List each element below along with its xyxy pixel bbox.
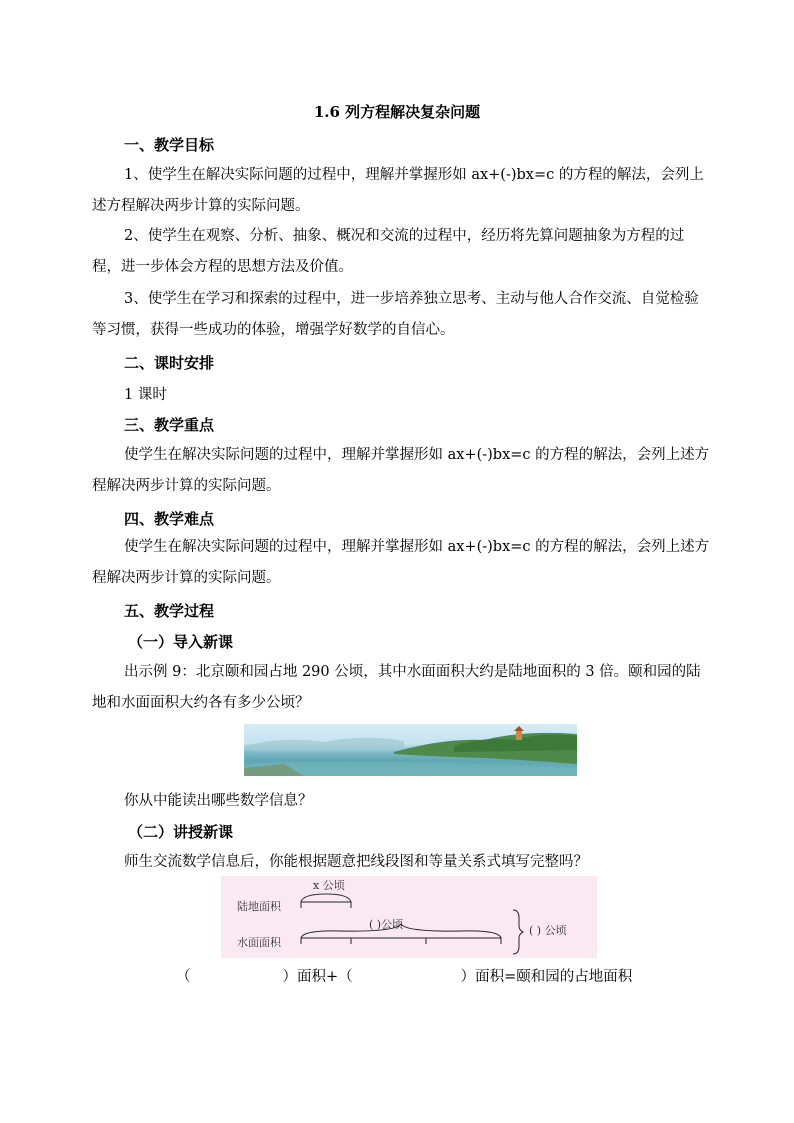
equation-open-paren: （: [176, 969, 191, 985]
summer-palace-photo: [244, 724, 577, 776]
key-points-text: 使学生在解决实际问题的过程中，理解并掌握形如 ax+(-)bx=c 的方程的解法，会列上述方程解决两步计算的实际问题。: [92, 447, 710, 494]
difficulties-text: 使学生在解决实际问题的过程中，理解并掌握形如 ax+(-)bx=c 的方程的解法，会列上述方程解决两步计算的实际问题。: [92, 539, 710, 586]
subheading-intro: （一）导入新课: [128, 633, 234, 651]
segment-diagram: [221, 876, 597, 958]
section-heading-key-points: 三、教学重点: [124, 416, 215, 434]
prompt-text: 师生交流数学信息后，你能根据题意把线段图和等量关系式填写完整吗？: [124, 854, 588, 870]
water-area-label: 水面面积: [237, 936, 281, 949]
objective-1: 1、使学生在解决实际问题的过程中，理解并掌握形如 ax+(-)bx=c 的方程的解法，会列上述方程解决两步计算的实际问题。: [92, 167, 704, 214]
section-heading-objectives: 一、教学目标: [124, 136, 215, 154]
equation-line: [176, 965, 696, 986]
section-heading-difficulties: 四、教学难点: [124, 510, 215, 528]
page-title: 1.6 列方程解决复杂问题: [313, 103, 481, 121]
land-area-label: 陆地面积: [237, 900, 281, 913]
segment-lines: [221, 876, 597, 958]
schedule-text: 1 课时: [124, 387, 167, 403]
question-text: 你从中能读出哪些数学信息？: [124, 793, 313, 809]
water-value-label: ( )公顷: [369, 918, 404, 931]
objective-3: 3、使学生在学习和探索的过程中，进一步培养独立思考、主动与他人合作交流、自觉检验等习惯，获得一些成功的体验，增强学好数学的自信心。: [92, 291, 699, 338]
x-hectare-label: x 公顷: [313, 879, 345, 892]
landscape-illustration: [244, 724, 577, 776]
example-problem: 出示例 9：北京颐和园占地 290 公顷，其中水面面积大约是陆地面积的 3 倍。颐和园的陆地和水面面积大约各有多少公顷？: [92, 664, 701, 711]
section-heading-process: 五、教学过程: [124, 602, 215, 620]
objective-2: 2、使学生在观察、分析、抽象、概况和交流的过程中，经历将先算问题抽象为方程的过程，进一步体会方程的思想方法及价值。: [92, 228, 685, 275]
subheading-teaching: （二）讲授新课: [128, 823, 234, 841]
equation-part-2: ）面积=颐和园的占地面积: [460, 969, 633, 985]
section-heading-schedule: 二、课时安排: [124, 354, 215, 372]
equation-part-1: ）面积+（: [282, 969, 353, 985]
total-value-label: ( ) 公顷: [529, 924, 567, 937]
